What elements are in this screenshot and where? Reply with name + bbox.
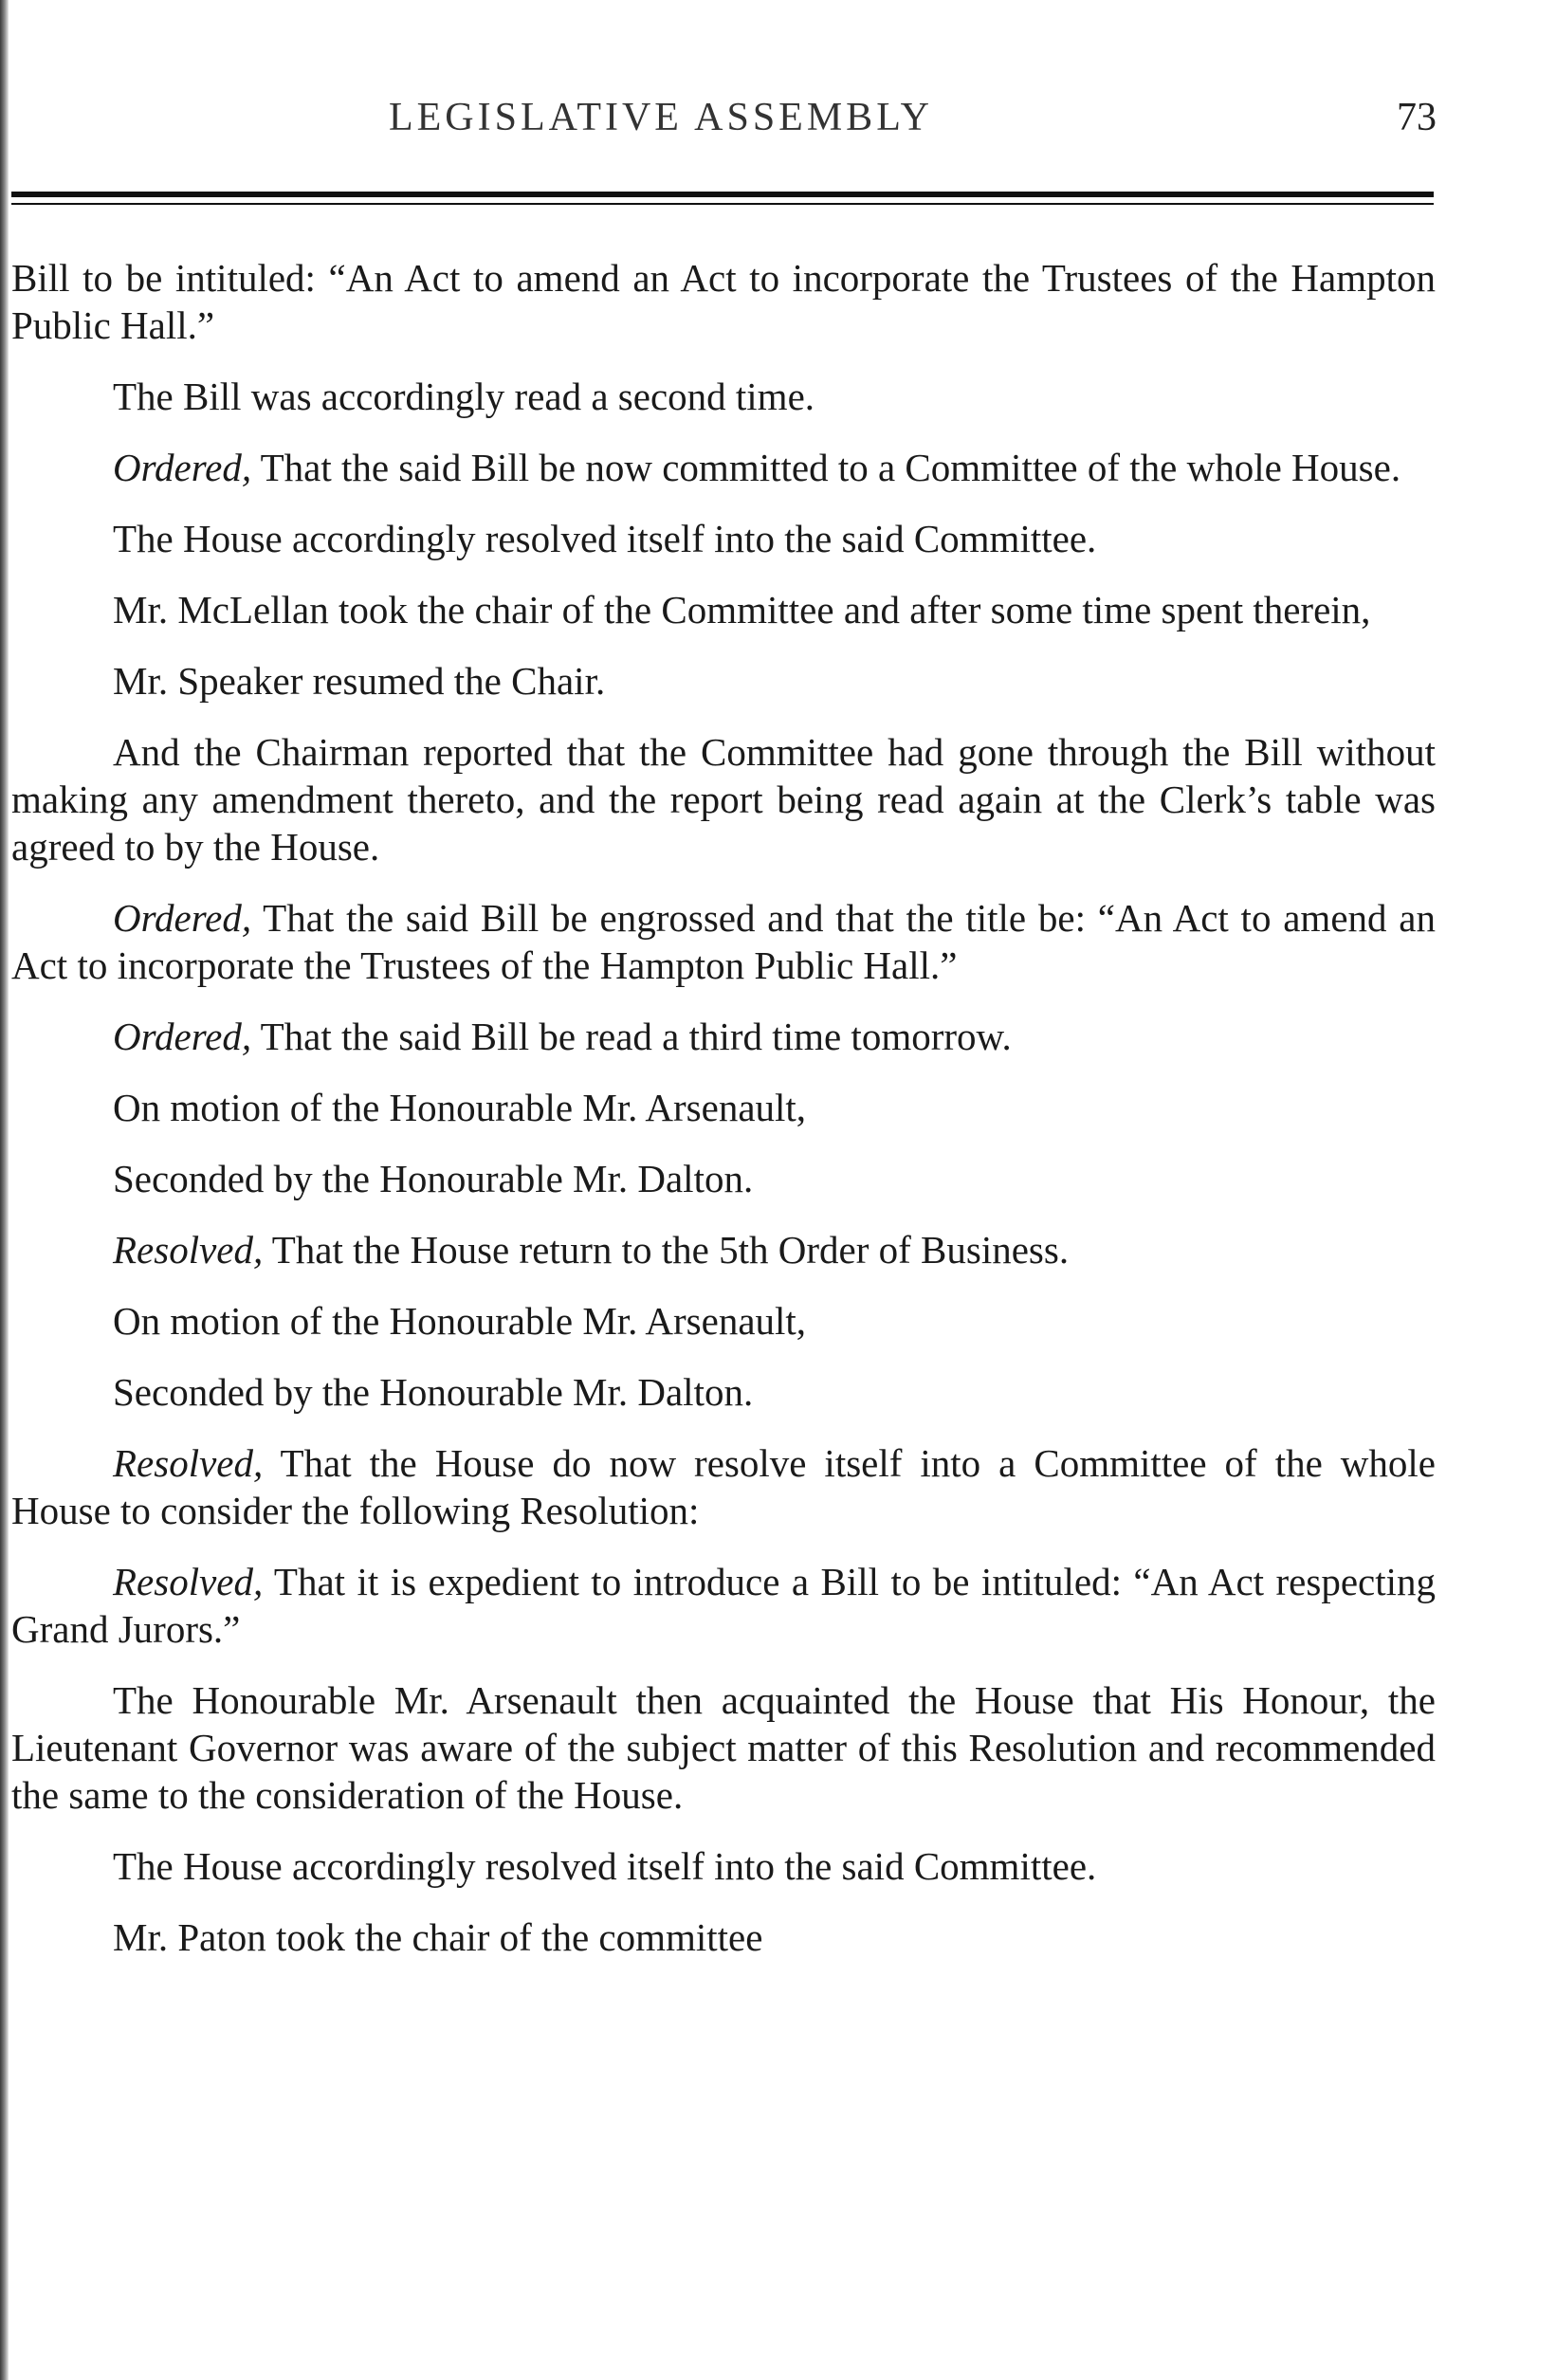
paragraph-text: The Honourable Mr. Arsenault then acquainted the House that His Honour, the Lieutenant Governor was aware of the subject matter of this Resolution and recommended the same to the consideration of the House.: [11, 1678, 1436, 1817]
paragraph-text: And the Chairman reported that the Committee had gone through the Bill without making any amendment thereto, and the report being read again at the Clerk’s table was agreed to by the House.: [11, 730, 1436, 869]
paragraph: [11, 1155, 1436, 1202]
paragraph-text: Mr. Paton took the chair of the committee: [113, 1915, 763, 1959]
paragraph-text: Bill to be intituled: “An Act to amend an Act to incorporate the Trustees of the Hampton Public Hall.”: [11, 256, 1436, 347]
paragraph: [11, 1013, 1436, 1060]
paragraph-text: That the said Bill be now committed to a Committee of the whole House.: [251, 446, 1401, 489]
paragraph-text: That the said Bill be engrossed and that the title be: “An Act to amend an Act to incorporate the Trustees of the Hampton Public Hall.”: [11, 896, 1436, 987]
page-number: 73: [1397, 96, 1437, 139]
paragraph: [11, 1368, 1436, 1416]
paragraph-text: On motion of the Honourable Mr. Arsenault,: [113, 1299, 807, 1343]
body-text: [11, 254, 1436, 1961]
paragraph-text: Seconded by the Honourable Mr. Dalton.: [113, 1157, 754, 1200]
paragraph: [11, 1558, 1436, 1653]
paragraph-lead: Resolved,: [113, 1441, 264, 1485]
paragraph: [11, 1226, 1436, 1273]
paragraph: [11, 1913, 1436, 1961]
paragraph: [11, 1297, 1436, 1345]
paragraph-lead: Ordered,: [113, 446, 252, 489]
header-rule-thick: [11, 192, 1434, 197]
paragraph: [11, 586, 1436, 633]
paragraph: [11, 1676, 1436, 1819]
paragraph-lead: Ordered,: [113, 1015, 252, 1058]
paragraph: [11, 373, 1436, 420]
paragraph: [11, 515, 1436, 562]
paragraph-text: Mr. Speaker resumed the Chair.: [113, 659, 606, 703]
paragraph: [11, 254, 1436, 349]
paragraph-text: That it is expedient to introduce a Bill to be intituled: “An Act respecting Grand Jurors.”: [11, 1560, 1436, 1651]
paragraph: [11, 444, 1436, 491]
paragraph: [11, 1084, 1436, 1131]
paragraph-text: That the House do now resolve itself into a Committee of the whole House to consider the following Resolution:: [11, 1441, 1436, 1532]
paragraph: [11, 728, 1436, 870]
paragraph-text: The Bill was accordingly read a second time.: [113, 375, 815, 418]
paragraph-text: That the House return to the 5th Order of Business.: [263, 1228, 1070, 1272]
paragraph: [11, 1439, 1436, 1534]
paragraph-text: Seconded by the Honourable Mr. Dalton.: [113, 1370, 754, 1414]
page-binding-edge: [0, 0, 9, 2380]
paragraph: [11, 1842, 1436, 1890]
paragraph-text: The House accordingly resolved itself into the said Committee.: [113, 517, 1097, 560]
running-head: [0, 95, 1556, 152]
paragraph-text: That the said Bill be read a third time tomorrow.: [251, 1015, 1012, 1058]
header-rule-thin: [11, 203, 1434, 205]
paragraph-text: The House accordingly resolved itself into the said Committee.: [113, 1844, 1097, 1888]
paragraph: [11, 657, 1436, 705]
paragraph-text: On motion of the Honourable Mr. Arsenault,: [113, 1086, 807, 1129]
paragraph-lead: Resolved,: [113, 1560, 264, 1603]
paragraph: [11, 894, 1436, 989]
paragraph-lead: Resolved,: [113, 1228, 264, 1272]
paragraph-text: Mr. McLellan took the chair of the Committee and after some time spent therein,: [113, 588, 1371, 632]
paragraph-lead: Ordered,: [113, 896, 252, 940]
running-head-title: LEGISLATIVE ASSEMBLY: [389, 96, 933, 139]
